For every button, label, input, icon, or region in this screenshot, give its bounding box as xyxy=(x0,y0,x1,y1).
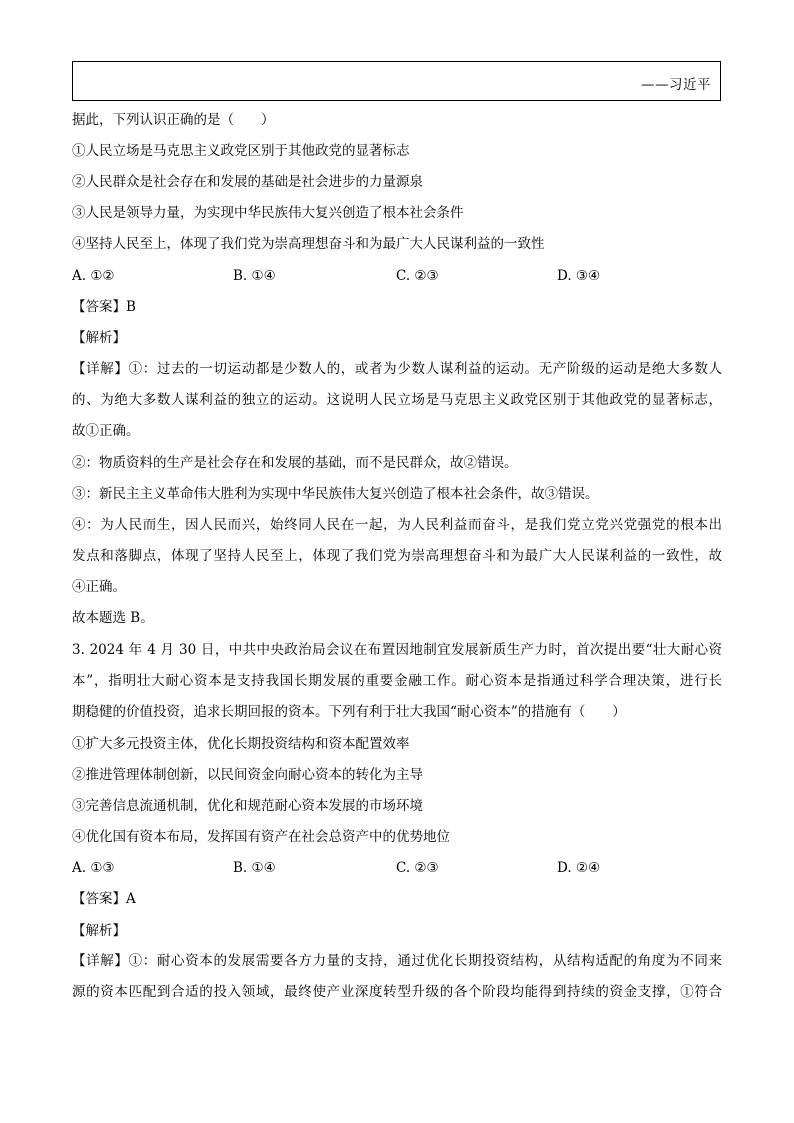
question-stem: 本”，指明壮大耐心资本是支持我国长期发展的重要金融工作。耐心资本是指通过科学合理决策，进行长 xyxy=(72,673,722,689)
detail-line: ②：物质资料的生产是社会存在和发展的基础，而不是民群众，故②错误。 xyxy=(72,455,518,471)
detail-line: ④正确。 xyxy=(72,579,126,595)
detail-line: ③：新民主主义革命伟大胜利为实现中华民族伟大复兴创造了根本社会条件，故③错误。 xyxy=(72,486,599,502)
question-stem: 据此，下列认识正确的是（ ） xyxy=(72,112,275,128)
statement: ③完善信息流通机制，优化和规范耐心资本发展的市场环境 xyxy=(72,798,423,814)
detail-line: 故①正确。 xyxy=(72,423,140,439)
option-b: B. ①④ xyxy=(233,268,276,284)
question-stem: 3. 2024 年 4 月 30 日，中共中央政治局会议在布置因地制宜发展新质生产力时，首次提出要“壮大耐心资 xyxy=(72,642,722,658)
statement: ②推进管理体制创新，以民间资金向耐心资本的转化为主导 xyxy=(72,767,423,783)
option-a: A. ①③ xyxy=(72,860,115,876)
detail-line: 【详解】①：过去的一切运动都是少数人的，或者为少数人谋利益的运动。无产阶级的运动是绝大多数人 xyxy=(72,361,722,377)
quote-author: ——习近平 xyxy=(641,77,711,93)
option-d: D. ②④ xyxy=(557,860,601,876)
option-c: C. ②③ xyxy=(396,268,439,284)
detail-line: 【详解】①：耐心资本的发展需要各方力量的支持，通过优化长期投资结构，从结构适配的角度为不同来 xyxy=(72,953,722,969)
option-a: A. ①② xyxy=(72,268,115,284)
answer: 【答案】B xyxy=(72,299,136,315)
statement: ②人民群众是社会存在和发展的基础是社会进步的力量源泉 xyxy=(72,174,423,190)
option-d: D. ③④ xyxy=(557,268,601,284)
analysis-label: 【解析】 xyxy=(72,330,126,346)
detail-line: ④：为人民而生，因人民而兴，始终同人民在一起，为人民利益而奋斗，是我们党立党兴党强党的根本出 xyxy=(72,517,722,533)
statement: ④优化国有资本布局，发挥国有资产在社会总资产中的优势地位 xyxy=(72,829,450,845)
answer: 【答案】A xyxy=(72,891,136,907)
detail-line: 故本题选 B。 xyxy=(72,610,154,626)
statement: ③人民是领导力量，为实现中华民族伟大复兴创造了根本社会条件 xyxy=(72,205,464,221)
analysis-label: 【解析】 xyxy=(72,923,126,939)
option-b: B. ①④ xyxy=(233,860,276,876)
question-stem: 期稳健的价值投资，追求长期回报的资本。下列有利于壮大我国“耐心资本”的措施有（ ） xyxy=(72,704,626,720)
detail-line: 的、为绝大多数人谋利益的独立的运动。这说明人民立场是马克思主义政党区别于其他政党的显著标志， xyxy=(72,392,722,408)
quote-box xyxy=(72,61,721,101)
detail-line: 发点和落脚点，体现了坚持人民至上，体现了我们党为崇高理想奋斗和为最广大人民谋利益的一致性，故 xyxy=(72,548,722,564)
statement: ①扩大多元投资主体，优化长期投资结构和资本配置效率 xyxy=(72,736,410,752)
statement: ①人民立场是马克思主义政党区别于其他政党的显著标志 xyxy=(72,143,410,159)
option-c: C. ②③ xyxy=(396,860,439,876)
detail-line: 源的资本匹配到合适的投入领域，最终使产业深度转型升级的各个阶段均能得到持续的资金支撑，①符合 xyxy=(72,984,722,1000)
statement: ④坚持人民至上，体现了我们党为崇高理想奋斗和为最广大人民谋利益的一致性 xyxy=(72,236,545,252)
